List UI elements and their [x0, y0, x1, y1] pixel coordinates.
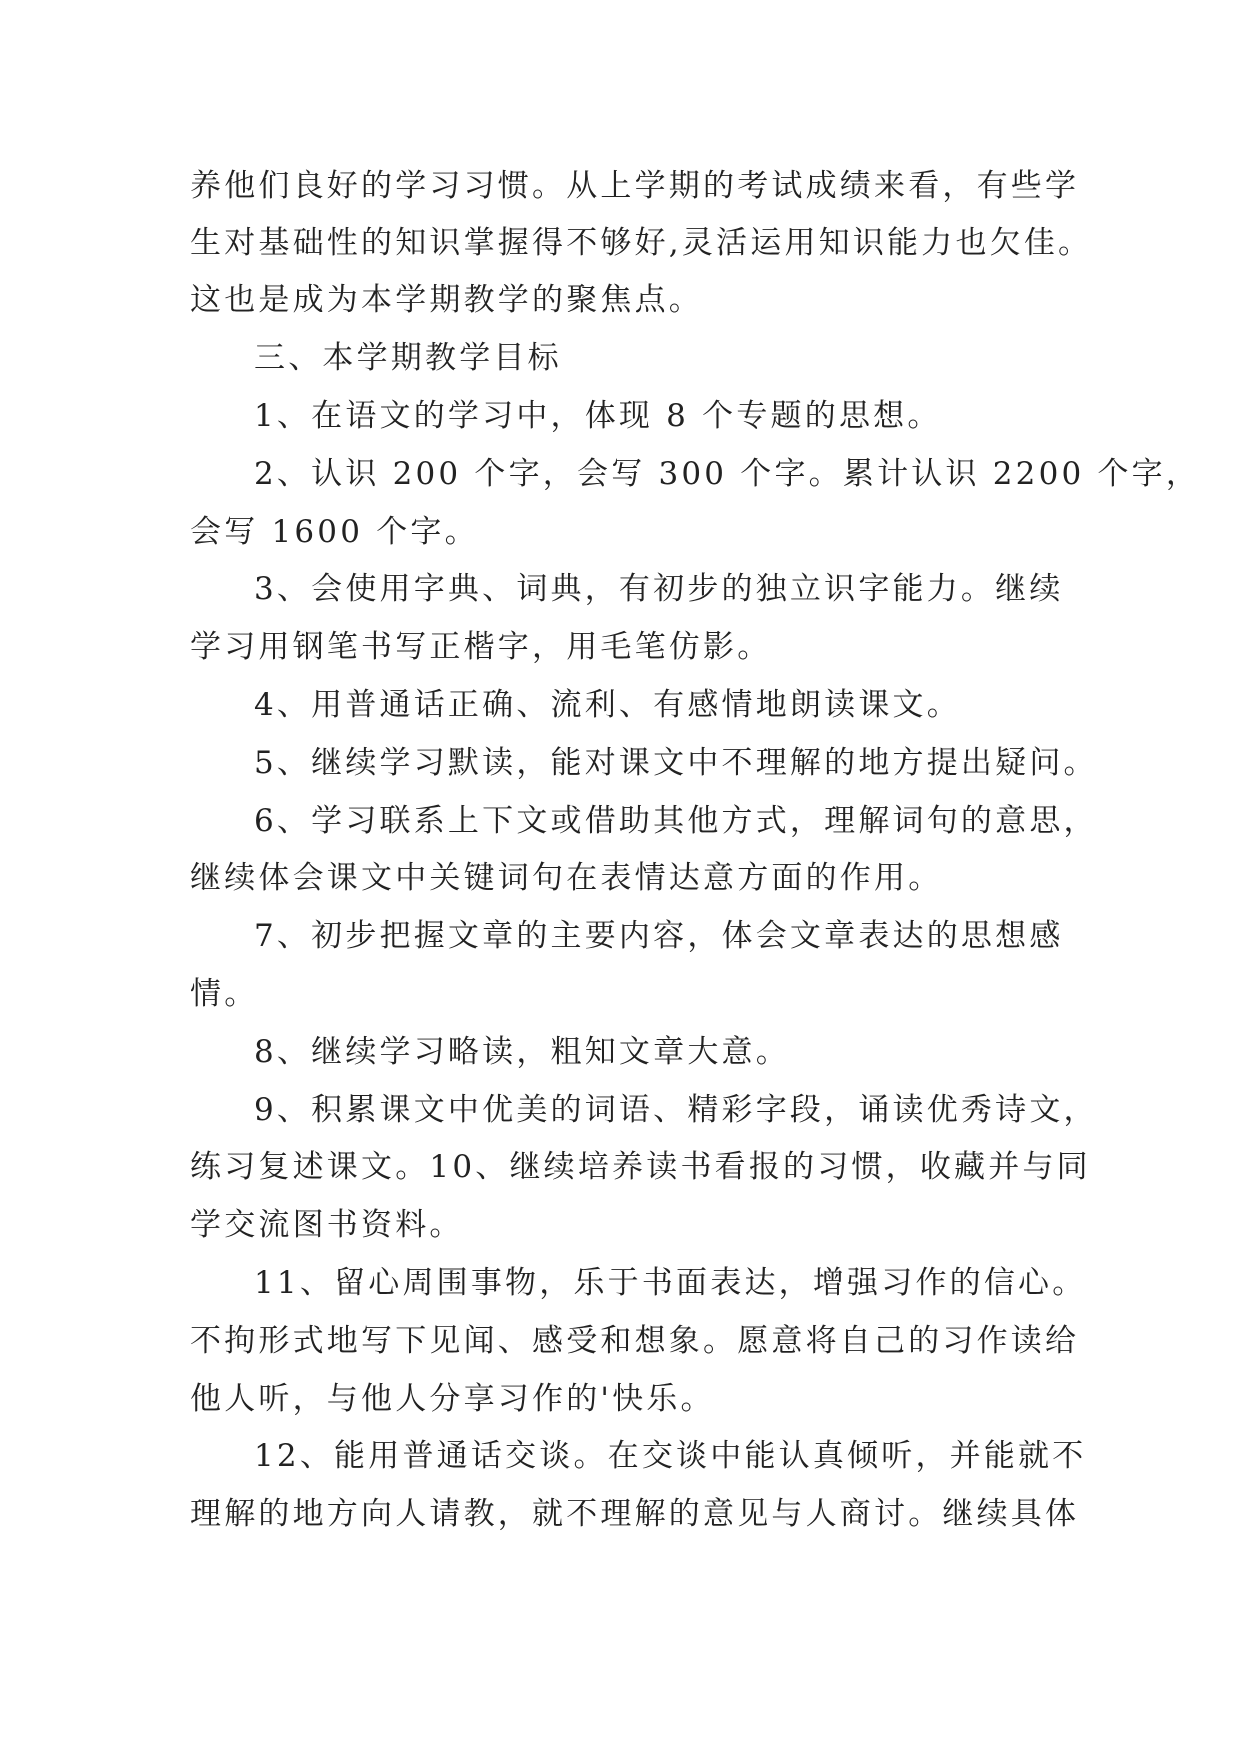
text-line: 学习用钢笔书写正楷字，用毛笔仿影。 — [190, 629, 772, 665]
text-line: 理解的地方向人请教，就不理解的意见与人商讨。继续具体 — [190, 1496, 1080, 1532]
text-line: 2、认识 200 个字，会写 300 个字。累计认识 2200 个字， — [254, 456, 1201, 492]
text-line: 会写 1600 个字。 — [190, 514, 479, 550]
text-line: 1、在语文的学习中，体现 8 个专题的思想。 — [254, 398, 942, 434]
text-line: 6、学习联系上下文或借助其他方式，理解词句的意思， — [254, 803, 1098, 839]
text-line: 生对基础性的知识掌握得不够好,灵活运用知识能力也欠佳。 — [190, 225, 1093, 261]
text-line: 8、继续学习略读，粗知文章大意。 — [254, 1034, 790, 1070]
text-line: 他人听，与他人分享习作的'快乐。 — [190, 1381, 715, 1417]
text-line: 4、用普通话正确、流利、有感情地朗读课文。 — [254, 687, 961, 723]
text-line: 不拘形式地写下见闻、感受和想象。愿意将自己的习作读给 — [190, 1323, 1080, 1359]
text-line: 这也是成为本学期教学的聚焦点。 — [190, 282, 703, 318]
text-line: 练习复述课文。10、继续培养读书看报的习惯，收藏并与同 — [190, 1149, 1091, 1185]
text-line: 12、能用普通话交谈。在交谈中能认真倾听，并能就不 — [254, 1438, 1087, 1474]
section-heading: 三、本学期教学目标 — [254, 340, 562, 376]
text-line: 情。 — [190, 976, 259, 1012]
text-line: 学交流图书资料。 — [190, 1207, 464, 1243]
text-line: 3、会使用字典、词典，有初步的独立识字能力。继续 — [254, 571, 1064, 607]
text-line: 继续体会课文中关键词句在表情达意方面的作用。 — [190, 860, 943, 896]
text-line: 7、初步把握文章的主要内容，体会文章表达的思想感 — [254, 918, 1064, 954]
text-line: 9、积累课文中优美的词语、精彩字段，诵读优秀诗文， — [254, 1092, 1098, 1128]
text-line: 养他们良好的学习习惯。从上学期的考试成绩来看，有些学 — [190, 168, 1080, 204]
text-line: 5、继续学习默读，能对课文中不理解的地方提出疑问。 — [254, 745, 1098, 781]
text-line: 11、留心周围事物，乐于书面表达，增强习作的信心。 — [254, 1265, 1087, 1301]
